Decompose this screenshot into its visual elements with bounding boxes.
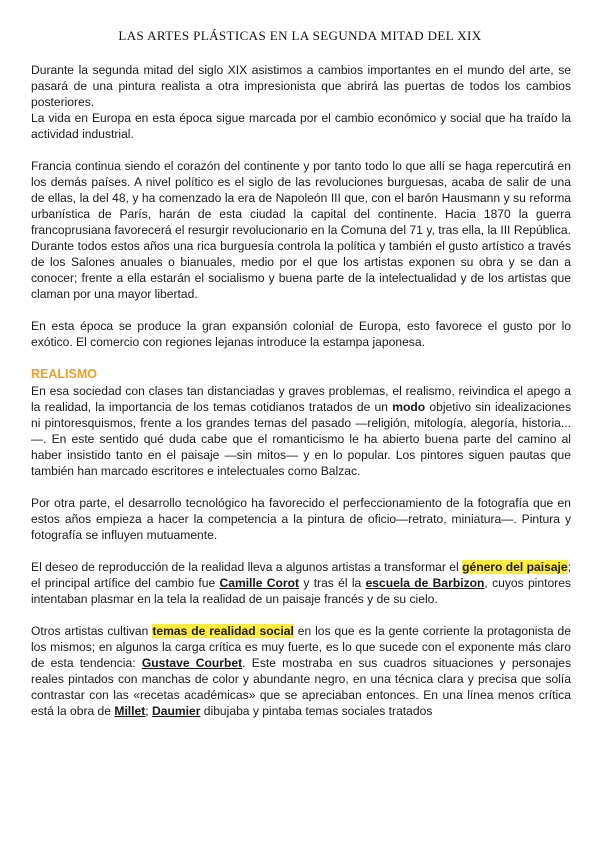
intro-paragraph-1: Durante la segunda mitad del siglo XIX asistimos a cambios importantes en el mundo del arte, se pasará de una pintura realista a otra impresionista que abrirá las puertas de todos los cambios posteriores. — [31, 63, 571, 109]
text-run: , cuyos pintores intentaban plasmar en la tela la realidad de un paisaje francés y de su cielo. — [31, 576, 571, 606]
intro-paragraph-2: La vida en Europa en esta época sigue marcada por el cambio económico y social que ha traído la actividad industrial. — [31, 111, 571, 141]
highlight-genero-paisaje: género del paisaje — [462, 560, 568, 574]
text-run: En esa sociedad con clases tan distanciadas y graves problemas, el realismo, reivindica el apego a la realidad, la importancia de los temas cotidianos tratados de un — [31, 384, 571, 414]
bold-term-modo: modo — [392, 400, 426, 414]
text-run: Otros artistas cultivan — [31, 624, 153, 638]
underlined-gustave-courbet: Gustave Courbet — [141, 656, 243, 670]
text-run: en los que es la gente corriente la protagonista de los mismos; en algunos la carga crítica es muy fuerte, es lo que sucede con el exponente más claro de esta tendencia: — [31, 624, 571, 670]
text-run: dibujaba y pintaba temas sociales tratados — [200, 704, 433, 718]
text-run: y tras él la — [299, 576, 366, 590]
underlined-daumier: Daumier — [152, 704, 201, 718]
realismo-paragraph-4 — [31, 623, 571, 719]
text-run: El deseo de reproducción de la realidad lleva a algunos artistas a transformar el — [31, 560, 463, 574]
francia-paragraph: Francia continua siendo el corazón del continente y por tanto todo lo que allí se haga repercutirá en los demás países. A nivel político es el siglo de las revoluciones burguesas, acaba de salir de una de ellas, la del 48, y ha comenzado la era de Napoleón III que, con el barón Hausmann y su reforma urbanística de París, harán de esta ciudad la capital del continente. Hacia 1870 la guerra francoprusiana favorecerá el resurgir revolucionario en la Comuna del 71 y, tras ella, la III República. Durante todos estos años una rica burguesía controla la política y también el gusto artístico a través de los Salones anuales o bianuales, medio por el que los artistas exponen su obra y se dan a conocer; frente a ella estarán el socialismo y buena parte de la intelectualidad y de los artistas que claman por una mayor libertad. — [31, 159, 571, 301]
text-run: ; — [145, 704, 153, 718]
realismo-paragraph-1 — [31, 383, 571, 479]
underlined-millet: Millet — [114, 704, 146, 718]
page-title: LAS ARTES PLÁSTICAS EN LA SEGUNDA MITAD DEL XIX — [118, 28, 482, 43]
colonial-paragraph: En esta época se produce la gran expansión colonial de Europa, esto favorece el gusto por lo exótico. El comercio con regiones lejanas introduce la estampa japonesa. — [31, 319, 571, 349]
text-run: objetivo sin idealizaciones ni pintoresquismos, frente a los grandes temas del pasado —religión, mitología, alegoría, historia...—. En este sentido qué duda cabe que el romanticismo le ha abierto buena parte del camino al haber insistido tanto en el paisaje —sin mitos— y en lo popular. Los pintores siguen pautas que también han marcado escritores e intelectuales como Balzac. — [31, 400, 571, 478]
section-heading-realismo: REALISMO — [31, 367, 97, 381]
realismo-paragraph-3 — [31, 559, 571, 607]
underlined-escuela-barbizon: escuela de Barbizon — [365, 576, 485, 590]
text-run: ; el principal artífice del cambio fue — [31, 560, 571, 590]
document-body — [31, 62, 571, 719]
highlight-temas-realidad-social: temas de realidad social — [152, 624, 294, 638]
text-run: . Este mostraba en sus cuadros situaciones y personajes reales pintados con manchas de color y abundante negro, en una técnica clara y precisa que solía contrastar con las «recetas académicas» que se apreciaban entonces. En una línea menos crítica está la obra de — [31, 656, 571, 718]
underlined-camille-corot: Camille Corot — [219, 576, 300, 590]
realismo-paragraph-2: Por otra parte, el desarrollo tecnológico ha favorecido el perfeccionamiento de la fotografía que en estos años empieza a hacer la competencia a la pintura de oficio—retrato, miniatura—. Pintura y fotografía se influyen mutuamente. — [31, 496, 571, 542]
